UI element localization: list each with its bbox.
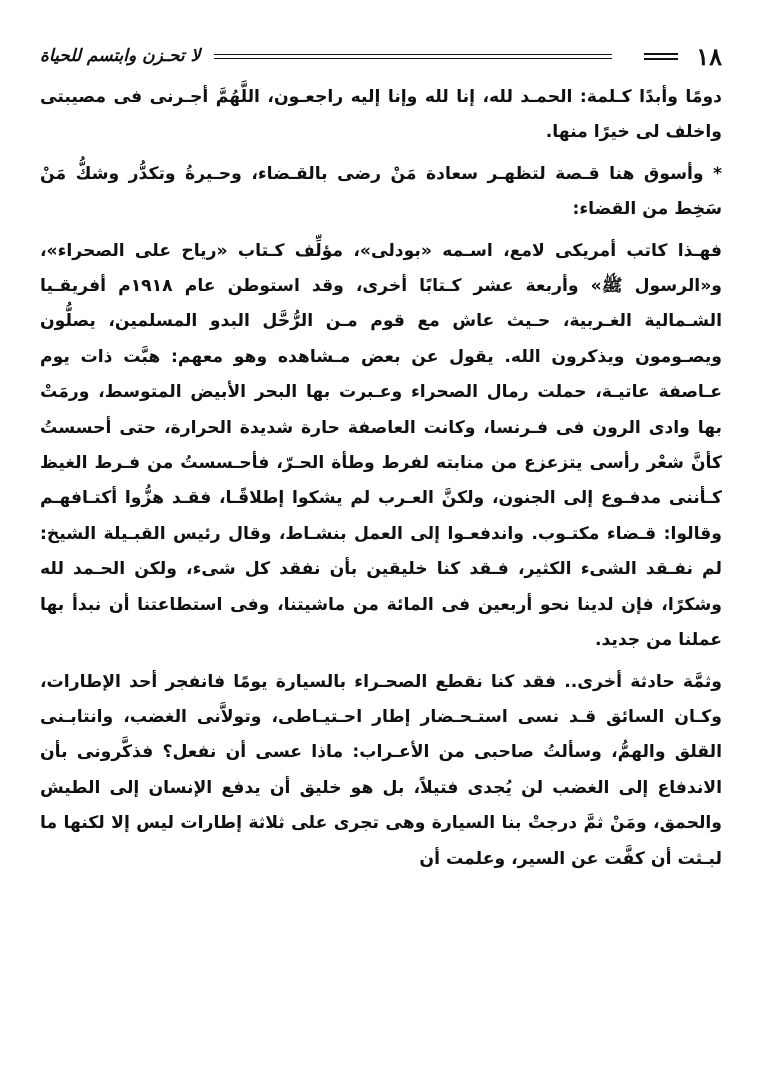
header-rule-long (214, 54, 612, 59)
running-header (40, 38, 722, 74)
page-number: ١٨ (696, 41, 722, 71)
book-page (40, 38, 722, 877)
book-title: لا تحـزن وابتسم للحياة (40, 46, 201, 66)
paragraph: دومًا وأبدًا كـلمة: الحمـد لله، إنا لله وإنا إليه راجعـون، اللَّهُمَّ أجـرنى فى مصيبتى واخلف لى خيرًا منها. (40, 87, 722, 143)
header-rule-short (644, 53, 678, 60)
page-body (40, 80, 722, 877)
paragraph: وثمَّة حادثة أخرى.. فقد كنا نقطع الصحـراء بالسيارة يومًا فانفجر أحد الإطارات، وكـان السائق قـد نسى استـحـضار إطار احـتيـاطى، وتولاَّنى الغضب، وانتابـنى القلق والهمُّ، وسألتُ صاحبى من الأعـراب: ماذا عسى أن نفعل؟ فذكَّرونى بأن الاندفاع إلى الغضب لن يُجدى فتيلاً، بل هو خليق أن يدفع الإنسان إلى الطيش والحمق، ومَنْ ثمَّ درجتْ بنا السيارة وهى تجرى على ثلاثة إطارات ليس إلا لكنها ما لبـثت أن كفَّت عن السير، وعلمت أن (40, 671, 722, 869)
paragraph: فهـذا كاتب أمريكى لامع، اسـمه «بودلى»، مؤلِّف كـتاب «رياح على الصحراء»، و«الرسول ﷺ» وأربعة عشر كـتابًا أخرى، وقد استوطن عام ١٩١٨م أفريقـيا الشـمالية الغـربية، حـيث عاش مع قوم مـن الرُّحَّل البدو المسلمين، يصلُّون ويصـومون ويذكرون الله. يقول عن بعض مـشاهده وهو معهم: هبَّت ذات يوم عـاصفة عاتيـة، حملت رمال الصحراء وعـبرت بها البحر الأبيض المتوسط، ورمَتْ بها وادى الرون فى فـرنسا، وكانت العاصفة حارة شديدة الحرارة، حتى أحسستُ كأنَّ شعْر رأسى يتزعزع من منابته لفرط وطأة الحـرّ، فأحـسستُ من فـرط الغيظ كـأننى مدفـوع إلى الجنون، ولكنَّ العـرب لم يشكوا إطلاقًـا، فقـد هزُّوا أكتـافهـم وقالوا: قـضاء مكتـوب. واندفعـوا إلى العمل بنشـاط، وقال رئيس القبـيلة الشيخ: لم نفـقد الشىء الكثير، فـقد كنا خليقين بأن نفقد كل شىء، ولكن الحـمد لله وشكرًا، فإن لدينا نحو أربعين فى المائة من ماشيتنا، وفى استطاعتنا أن نبدأ بها عملنا من جديد. (40, 240, 722, 651)
paragraph: * وأسوق هنا قـصة لتظهـر سعادة مَنْ رضى بالقـضاء، وحـيرةُ وتكدُّر وشكُّ مَنْ سَخِط من القضاء: (40, 163, 722, 220)
